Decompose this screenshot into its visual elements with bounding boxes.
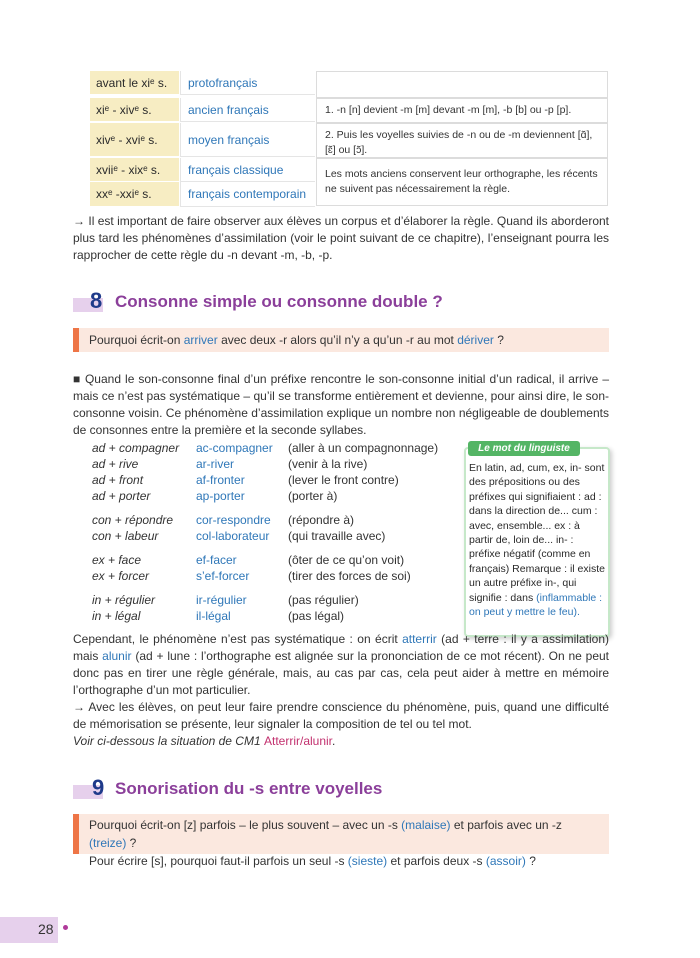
section-8-question: [73, 328, 609, 352]
linguist-body: En latin, ad, cum, ex, in- sont des prépositions ou des préfixes qui signifiaient : ad : dans la direction de... cum : avec, ensemble... ex : à partir de, loin de... in- : préfixe négatif (comme en français) Remarque : il existe un autre préfixe in-, qui signifie : dans: [469, 462, 605, 604]
question-word: (sieste): [347, 854, 388, 868]
section-9-questions: [73, 814, 609, 868]
rule-1: 1. -n [n] devient -m [m] devant -m [m], -b [b] ou -p [p].: [316, 98, 608, 123]
question-text: avec deux -r alors qu’il n’y a qu’un -r au mot: [217, 333, 458, 347]
example-source: ex + face: [92, 553, 142, 567]
example-source: ad + front: [92, 473, 144, 487]
section-8-number: 8: [90, 288, 103, 313]
paragraph-text: (ad + lune : l’orthographe est alignée sur la prononciation de ce mot récent). On ne peut donc pas en tirer une règle générale, mais, au cas par cas, cela peut aider à mettre en mémoire l’orthographe d’un mot particulier.: [73, 649, 609, 697]
table-row: [90, 158, 316, 182]
example-gloss: (aller à un compagnonnage): [288, 441, 439, 455]
linguist-tag: Le mot du linguiste: [468, 441, 580, 456]
example-result: col-laborateur: [196, 529, 270, 543]
example-result: s’ef-forcer: [196, 569, 250, 583]
page-number: 28: [38, 921, 54, 937]
paragraph-text: .: [332, 734, 336, 748]
language-cell: protofrançais: [180, 71, 315, 95]
table-row: [90, 182, 316, 207]
question-text: Pourquoi écrit-on: [89, 333, 184, 347]
linguist-example: (inflammable : on peut y mettre le feu).: [469, 591, 603, 619]
example-gloss: (qui travaille avec): [288, 529, 386, 543]
period-cell: xviiᵉ - xixᵉ s.: [90, 158, 179, 182]
paragraph-text: (ad + terre : il y a assimilation) mais: [73, 632, 609, 663]
example-gloss: (ôter de ce qu’on voit): [288, 553, 405, 567]
empty-rule-cell: [316, 71, 608, 98]
question-word: (malaise): [401, 818, 451, 832]
question-text: et parfois deux -s: [387, 854, 486, 868]
example-gloss: (porter à): [288, 489, 338, 503]
highlighted-word: atterrir: [402, 632, 437, 646]
linguist-text: [469, 461, 606, 619]
example-source: ad + compagner: [92, 441, 180, 455]
example-result: cor-respondre: [196, 513, 271, 527]
example-source: in + régulier: [92, 593, 156, 607]
section-8-paragraph-3: → Avec les élèves, on peut leur faire prendre conscience du phénomène, puis, quand une difficulté de mémorisation se présente, leur signaler la composition de tel ou tel mot.: [73, 700, 609, 731]
rule-2: 2. Puis les voyelles suivies de -n ou de -m deviennent [ɑ̃], [ɛ̃] ou [ɔ̃].: [316, 123, 608, 158]
rule-3: Les mots anciens conservent leur orthographe, les récents ne suivent pas nécessairement la règle.: [316, 158, 608, 206]
example-gloss: (tirer des forces de soi): [288, 569, 411, 583]
question-text: ?: [493, 333, 504, 347]
example-gloss: (venir à la rive): [288, 457, 368, 471]
example-result: ar-river: [196, 457, 234, 471]
example-result: ef-facer: [196, 553, 237, 567]
example-source: ad + rive: [92, 457, 139, 471]
table-row: [90, 71, 316, 95]
question-word: (treize): [89, 836, 127, 850]
example-source: in + légal: [92, 609, 141, 623]
example-result: ap-porter: [196, 489, 245, 503]
question-text: ?: [126, 836, 137, 850]
example-result: ir-régulier: [196, 593, 247, 607]
language-cell: ancien français: [180, 98, 315, 122]
section-8-paragraph-2: [73, 631, 609, 699]
section-9-title: Sonorisation du -s entre voyelles: [115, 779, 383, 798]
example-result: il-légal: [196, 609, 231, 623]
example-source: con + répondre: [92, 513, 174, 527]
cross-reference-link[interactable]: Atterrir/alunir: [263, 734, 333, 748]
section-9-number: 9: [92, 775, 105, 800]
period-cell: xivᵉ - xviᵉ s.: [90, 123, 179, 157]
question-word: (assoir): [485, 854, 526, 868]
question-text: et parfois avec un -z: [450, 818, 562, 832]
question-word: arriver: [183, 333, 218, 347]
example-source: con + labeur: [92, 529, 159, 543]
example-source: ad + porter: [92, 489, 151, 503]
example-gloss: (répondre à): [288, 513, 355, 527]
language-cell: moyen français: [180, 123, 315, 157]
intro-paragraph: → Il est important de faire observer aux élèves un corpus et d’élaborer la règle. Quand ils aborderont plus tard les phénomènes d’assimilation (voir le point suivant de ce chapitre), l’enseignant pourra les rapprocher de cette règle du -n devant -m, -b, -p.: [73, 214, 609, 262]
example-gloss: (pas régulier): [288, 593, 359, 607]
language-cell: français classique: [180, 158, 315, 182]
question-line: [89, 852, 599, 870]
question-word: dériver: [457, 333, 494, 347]
question-line: [89, 816, 599, 852]
question-text: ?: [525, 854, 536, 868]
section-8-title: Consonne simple ou consonne double ?: [115, 292, 443, 311]
language-cell: français contemporain: [180, 182, 315, 207]
section-8-paragraph-1: ■ Quand le son-consonne final d’un préfixe rencontre le son-consonne initial d’un radical, il arrive – mais ce n’est pas systématique – qu’il se transforme entièrement et devienne, pour ainsi dire, le son-consonne voisin. Ce phénomène d’assimilation explique un nombre non négligeable de doublements de consonnes entre la première et la seconde syllabes.: [73, 372, 609, 437]
period-cell: xxᵉ -xxiᵉ s.: [90, 182, 179, 207]
paragraph-text: Cependant, le phénomène n’est pas systématique : on écrit: [73, 632, 403, 646]
example-gloss: (lever le front contre): [288, 473, 399, 487]
paragraph-text: Voir ci-dessous la situation de CM1: [73, 734, 264, 748]
example-result: af-fronter: [196, 473, 245, 487]
period-cell: avant le xiᵉ s.: [90, 71, 179, 95]
example-result: ac-compagner: [196, 441, 273, 455]
example-source: ex + forcer: [92, 569, 150, 583]
table-row: [90, 98, 316, 122]
example-gloss: (pas légal): [288, 609, 345, 623]
question-text: Pourquoi écrit-on [z] parfois – le plus souvent – avec un -s: [89, 818, 402, 832]
period-cell: xiᵉ - xivᵉ s.: [90, 98, 179, 122]
table-row: [90, 123, 316, 157]
highlighted-word: alunir: [102, 649, 132, 663]
question-text: Pour écrire [s], pourquoi faut-il parfois un seul -s: [89, 854, 348, 868]
page-bullet-icon: [63, 925, 68, 930]
section-8-paragraph-4: [73, 733, 609, 750]
